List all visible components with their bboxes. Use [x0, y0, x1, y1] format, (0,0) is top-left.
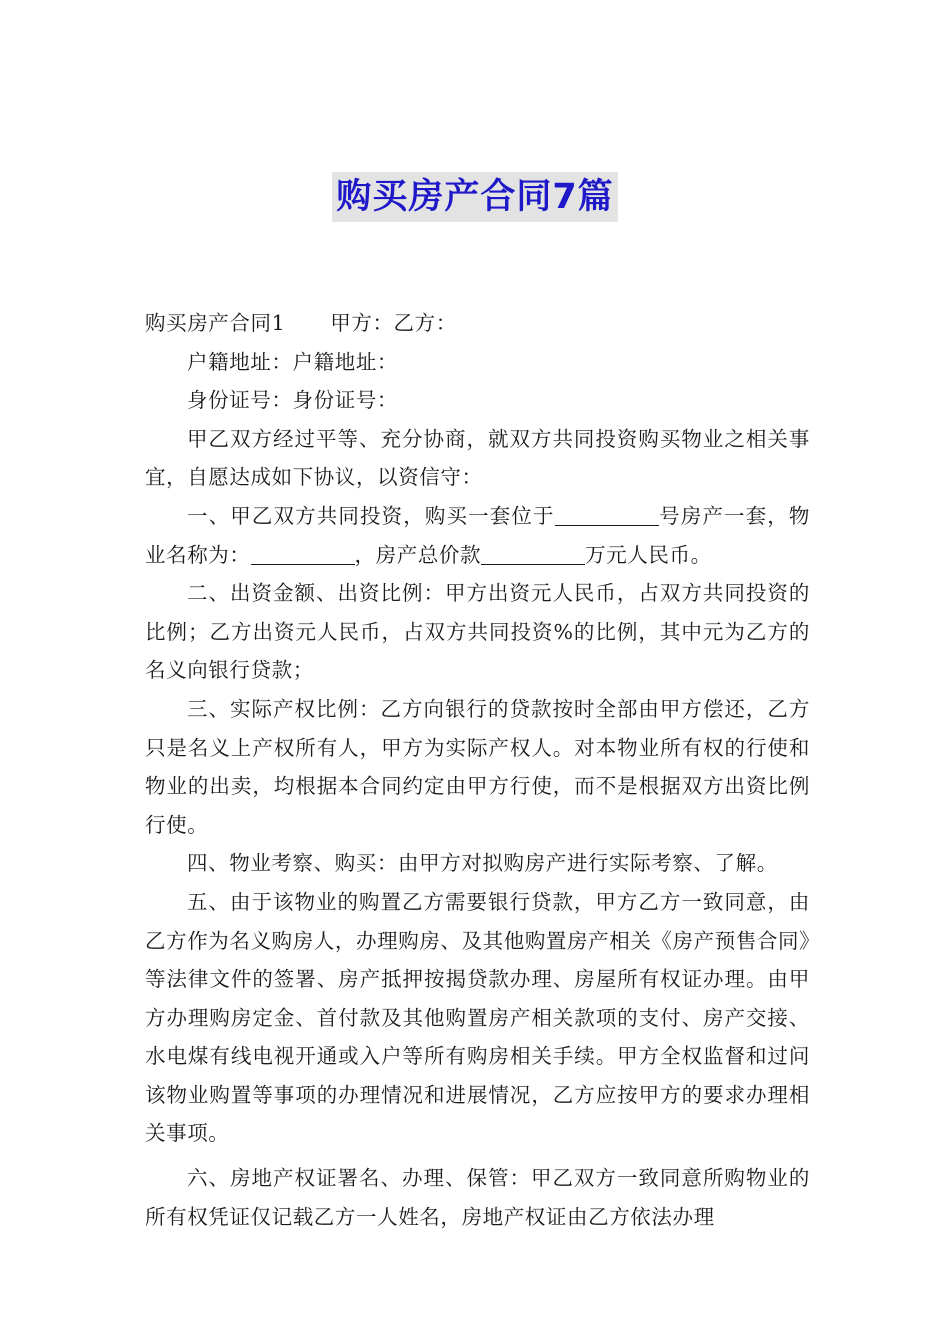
id-number-line: 身份证号：身份证号： — [187, 388, 399, 413]
document-body — [145, 304, 810, 1236]
blank-field — [481, 543, 585, 565]
clause-1: 一、甲乙双方共同投资，购买一套位于 号房产一套，物业名称为： ，房产总价款 万元人民币。 — [145, 503, 810, 567]
intro-paragraph: 甲乙双方经过平等、充分协商，就双方共同投资购买物业之相关事宜，自愿达成如下协议，以资信守： — [145, 426, 810, 490]
clause-2: 二、出资金额、出资比例：甲方出资元人民币，占双方共同投资的比例；乙方出资元人民币，占双方共同投资%的比例，其中元为乙方的名义向银行贷款； — [145, 581, 810, 683]
heading-line — [145, 304, 810, 343]
clause-4: 四、物业考察、购买：由甲方对拟购房产进行实际考察、了解。 — [187, 851, 778, 876]
document-title: 购买房产合同7篇 — [332, 172, 617, 222]
parties-line: 甲方：乙方： — [330, 311, 457, 335]
clause-5: 五、由于该物业的购置乙方需要银行贷款，甲方乙方一致同意，由乙方作为名义购房人，办理购房、及其他购置房产相关《房产预售合同》等法律文件的签署、房产抵押按揭贷款办理、房屋所有权证办理。由甲方办理购房定金、首付款及其他购置房产相关款项的支付、房产交接、水电煤有线电视开通或入户等所有购房相关手续。甲方全权监督和过问该物业购置等事项的办理情况和进展情况，乙方应按甲方的要求办理相关事项。 — [145, 889, 810, 1146]
clause-6: 六、房地产权证署名、办理、保管：甲乙双方一致同意所购物业的所有权凭证仅记载乙方一人姓名，房地产权证由乙方依法办理 — [145, 1166, 810, 1229]
clause-3: 三、实际产权比例：乙方向银行的贷款按时全部由甲方偿还，乙方只是名义上产权所有人，甲方为实际产权人。对本物业所有权的行使和物业的出卖，均根据本合同约定由甲方行使，而不是根据双方出资比例行使。 — [145, 696, 810, 837]
title-block — [0, 172, 950, 222]
blank-field — [555, 504, 659, 526]
address-line: 户籍地址：户籍地址： — [187, 349, 399, 374]
contract-heading: 购买房产合同1 — [145, 311, 286, 335]
blank-field — [251, 543, 355, 565]
